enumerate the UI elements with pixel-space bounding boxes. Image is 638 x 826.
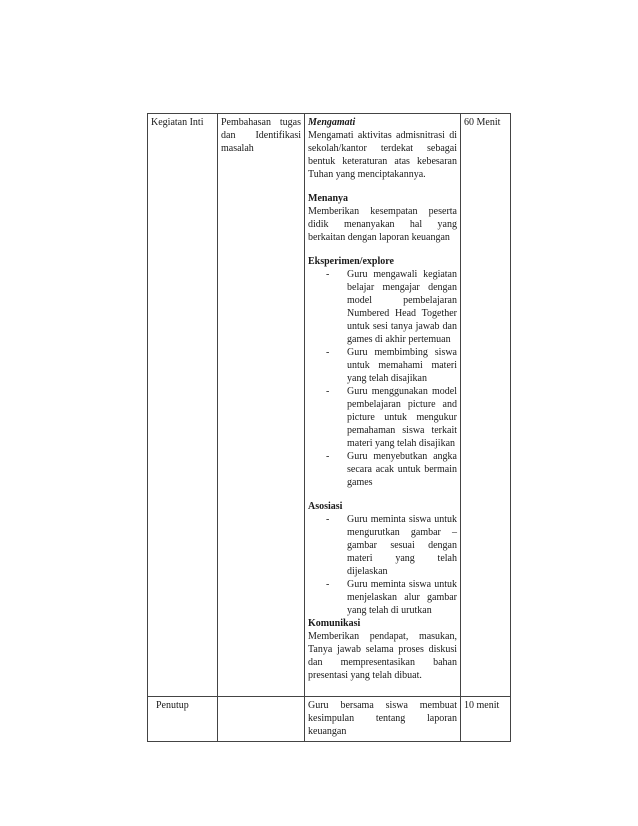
list-item: - Guru meminta siswa untuk menjelaskan alur gambar yang telah di urutkan	[326, 579, 457, 616]
time-cell: 10 menit	[461, 697, 511, 742]
list-item: - Guru menyebutkan angka secara acak untuk bermain games	[326, 451, 457, 488]
menanya-text: Memberikan kesempatan peserta didik menanyakan hal yang berkaitan dengan laporan keuangan	[308, 206, 457, 243]
material-cell: Pembahasan tugas dan Identifikasi masalah	[218, 114, 305, 697]
eksperimen-list	[308, 268, 457, 489]
list-item: - Guru membimbing siswa untuk memahami materi yang telah disajikan	[326, 347, 457, 384]
time-cell: 60 Menit	[461, 114, 511, 697]
asosiasi-list	[308, 513, 457, 617]
list-item: - Guru meminta siswa untuk mengurutkan gambar – gambar sesuai dengan materi yang telah dijelaskan	[326, 514, 457, 577]
activity-cell: Guru bersama siswa membuat kesimpulan tentang laporan keuangan	[305, 697, 461, 742]
lesson-plan-table	[147, 113, 511, 742]
menanya-heading: Menanya	[308, 193, 348, 204]
asosiasi-heading: Asosiasi	[308, 501, 343, 512]
activity-cell	[305, 114, 461, 697]
komunikasi-heading: Komunikasi	[308, 618, 361, 629]
eksperimen-heading: Eksperimen/explore	[308, 256, 394, 267]
table-row-penutup	[148, 697, 511, 742]
komunikasi-text: Memberikan pendapat, masukan, Tanya jawab selama proses diskusi dan mempresentasikan bahan presentasi yang telah dibuat.	[308, 631, 457, 681]
list-item: - Guru menggunakan model pembelajaran picture and picture untuk mengukur pemahaman siswa terkait materi yang telah disajikan	[326, 386, 457, 449]
list-item: - Guru mengawali kegiatan belajar mengajar dengan model pembelajaran Numbered Head Together untuk sesi tanya jawab dan games di akhir pertemuan	[326, 269, 457, 345]
material-cell	[218, 697, 305, 742]
table-row-kegiatan-inti	[148, 114, 511, 697]
phase-cell: Penutup	[148, 697, 218, 742]
mengamati-heading: Mengamati	[308, 117, 356, 128]
mengamati-text: Mengamati aktivitas admisnitrasi di sekolah/kantor terdekat sebagai bentuk keteraturan atas kebesaran Tuhan yang menciptakannya.	[308, 130, 457, 180]
phase-cell: Kegiatan Inti	[148, 114, 218, 697]
